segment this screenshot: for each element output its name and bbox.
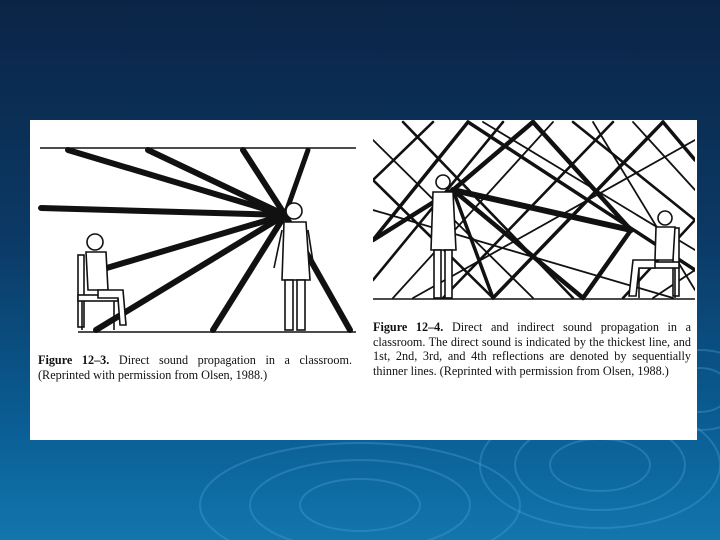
figure-12-3-illustration — [38, 140, 358, 335]
figure-12-4-illustration — [373, 120, 695, 302]
figure-12-3-caption — [38, 353, 352, 382]
figure-12-3-label: Figure 12–3. — [38, 353, 110, 367]
figure-12-3-caption-text: Direct sound propagation in a classroom. (Reprinted with permission from Olsen, 1988.) — [38, 353, 352, 382]
figure-12-4-label: Figure 12–4. — [373, 320, 444, 334]
figure-12-4-caption-text: Direct and indirect sound propagation in a classroom. The direct sound is indicated by the thickest line, and 1st, 2nd, 3rd, and 4th reflections are denoted by sequentially thinner lines. (Reprinted with permission from Olsen, 1988.) — [373, 320, 692, 378]
figure-12-4-caption — [373, 320, 691, 378]
scanned-figures-page — [30, 120, 697, 440]
